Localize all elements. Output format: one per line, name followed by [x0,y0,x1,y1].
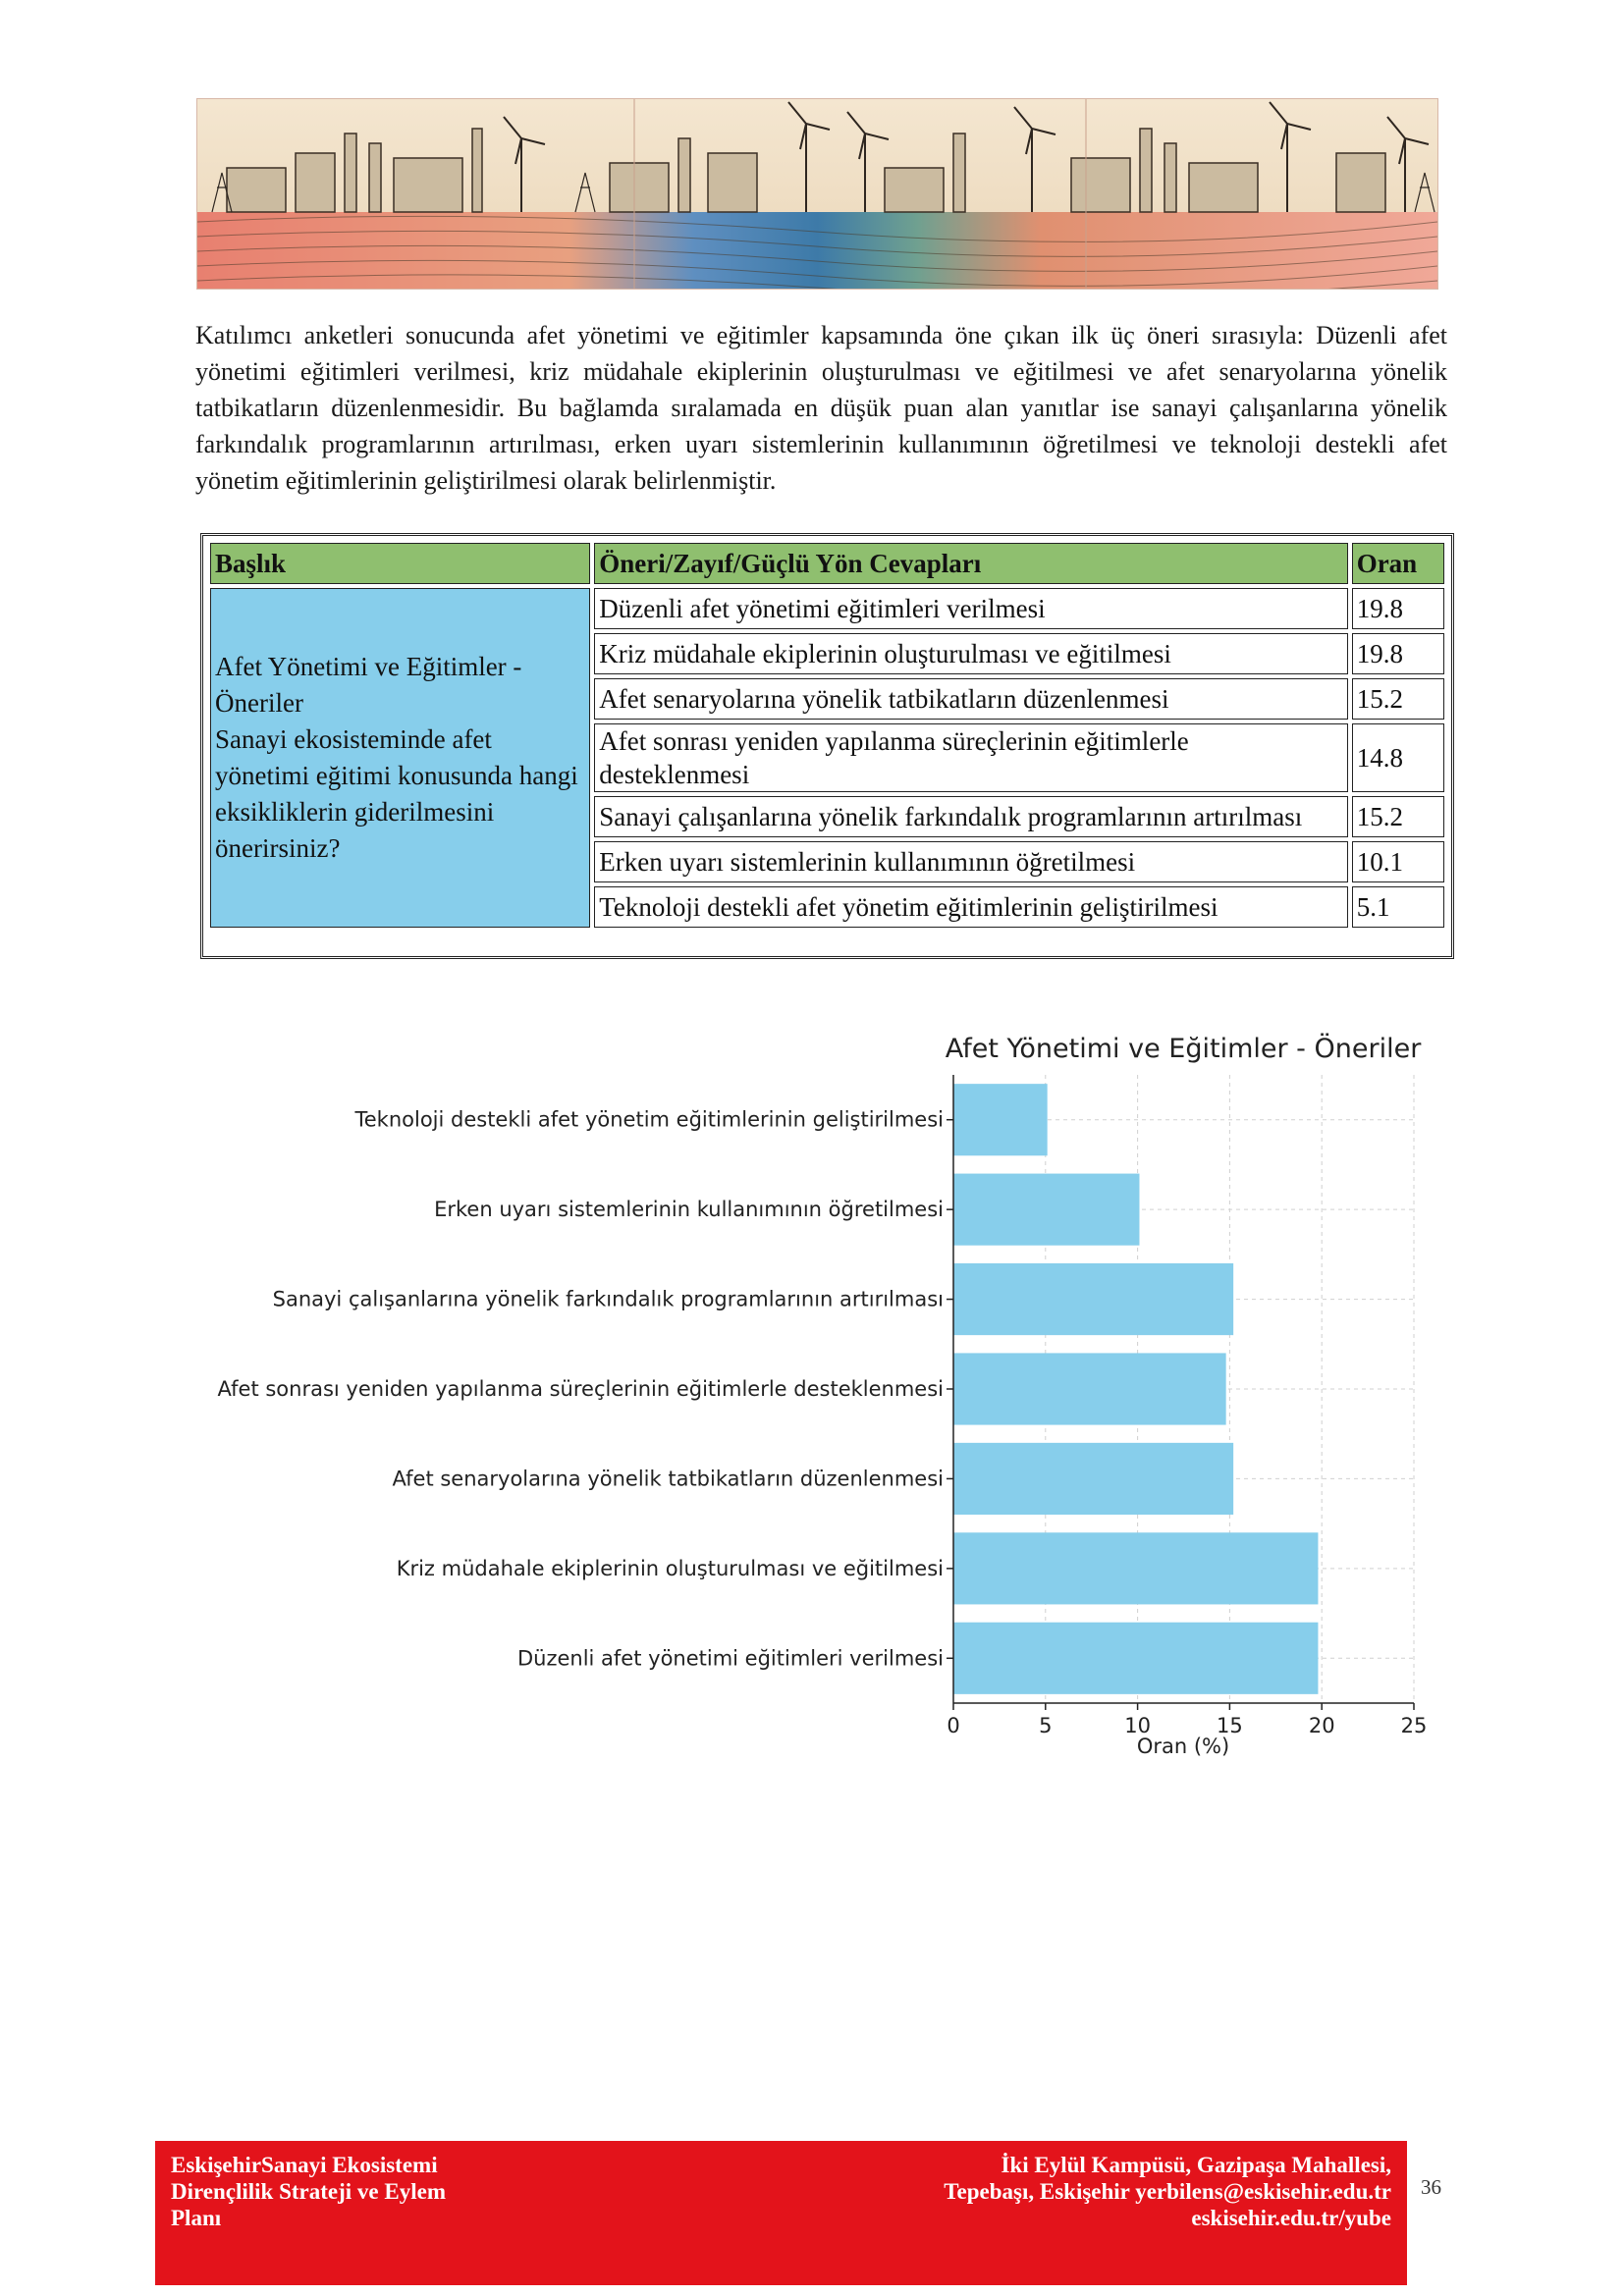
category-label: Afet senaryolarına yönelik tatbikatların düzenlenmesi [392,1467,944,1491]
bar [953,1623,1318,1694]
answer-cell: Teknoloji destekli afet yönetim eğitimlerinin geliştirilmesi [594,886,1347,928]
x-tick-label: 5 [1039,1714,1053,1737]
footer-website: eskisehir.edu.tr/yube [1191,2206,1391,2230]
x-tick-label: 15 [1217,1714,1243,1737]
x-tick-label: 25 [1400,1714,1428,1737]
intro-paragraph: Katılımcı anketleri sonucunda afet yönetimi ve eğitimler kapsamında öne çıkan ilk üç öneri sırasıyla: Düzenli afet yönetimi eğitimleri verilmesi, kriz müdahale ekiplerinin oluşturulması ve eğitilmesi ve afet senaryolarına yönelik tatbikatların düzenlenmesidir. Bu bağlamda sıralamada en düşük puan alan yanıtlar ise sanayi çalışanlarına yönelik farkındalık programlarının artırılması, erken uyarı sistemlerinin kullanımının öğretilmesi ve teknoloji destekli afet yönetim eğitimlerinin geliştirilmesi olarak belirlenmiştir. [195,321,1447,495]
header-answers: Öneri/Zayıf/Güçlü Yön Cevapları [594,543,1347,584]
category-label: Düzenli afet yönetimi eğitimleri verilmesi [516,1646,944,1671]
bar [953,1443,1233,1515]
chart-title: Afet Yönetimi ve Eğitimler - Öneriler [945,1034,1422,1064]
topic-cell [210,588,590,928]
table-header-row [210,543,1444,584]
chart-x-axis-label: Oran (%) [1136,1735,1230,1758]
footer-address-line: Tepebaşı, Eskişehir yerbilens@eskisehir.edu.tr [944,2179,1391,2204]
page-footer [155,2141,1407,2285]
table-row [210,588,1444,629]
footer-left-line: EskişehirSanayi Ekosistemi [171,2153,438,2177]
rate-cell: 19.8 [1352,633,1444,674]
bar [953,1353,1226,1424]
chart-x-ticks [947,1703,1427,1737]
answer-cell: Afet senaryolarına yönelik tatbikatların düzenlenmesi [594,678,1347,720]
footer-contact [841,2152,1391,2231]
topic-title: Afet Yönetimi ve Eğitimler - Öneriler [215,652,522,718]
header-illustration [196,98,1438,290]
rate-cell: 5.1 [1352,886,1444,928]
answer-cell: Afet sonrası yeniden yapılanma süreçlerinin eğitimlerle desteklenmesi [594,723,1347,792]
answer-cell: Düzenli afet yönetimi eğitimleri verilmesi [594,588,1347,629]
rate-cell: 10.1 [1352,841,1444,882]
rate-cell: 15.2 [1352,678,1444,720]
page-number: 36 [1421,2175,1441,2199]
x-tick-label: 20 [1308,1714,1335,1737]
category-label: Afet sonrası yeniden yapılanma süreçlerinin eğitimlerle desteklenmesi [217,1377,944,1401]
header-topic: Başlık [210,543,590,584]
footer-left-line: Planı [171,2206,222,2230]
answer-cell: Erken uyarı sistemlerinin kullanımının öğretilmesi [594,841,1347,882]
bar [953,1532,1318,1604]
bar [953,1084,1048,1155]
category-label: Kriz müdahale ekiplerinin oluşturulması ve eğitilmesi [396,1556,944,1580]
bar-chart [187,1026,1463,1772]
x-tick-label: 10 [1124,1714,1151,1737]
rate-cell: 19.8 [1352,588,1444,629]
category-label: Teknoloji destekli afet yönetim eğitimlerinin geliştirilmesi [354,1107,944,1132]
answer-cell: Kriz müdahale ekiplerinin oluşturulması ve eğitilmesi [594,633,1347,674]
footer-plan-title [171,2152,495,2231]
footer-left-line: Dirençlilik Strateji ve Eylem [171,2179,446,2204]
footer-address-line: İki Eylül Kampüsü, Gazipaşa Mahallesi, [1001,2153,1391,2177]
bar [953,1263,1233,1335]
chart-category-labels [218,1108,953,1671]
topic-question: Sanayi ekosisteminde afet yönetimi eğitimi konusunda hangi eksikliklerin giderilmesini önerirsiniz? [215,724,578,863]
rate-cell: 15.2 [1352,796,1444,837]
survey-table-frame [200,533,1454,959]
x-tick-label: 0 [947,1714,960,1737]
answer-cell: Sanayi çalışanlarına yönelik farkındalık programlarının artırılması [594,796,1347,837]
category-label: Sanayi çalışanlarına yönelik farkındalık programlarının artırılması [272,1287,944,1311]
header-rate: Oran [1352,543,1444,584]
rate-cell: 14.8 [1352,723,1444,792]
category-label: Erken uyarı sistemlerinin kullanımının öğretilmesi [434,1198,944,1222]
survey-table [206,539,1448,932]
bar [953,1174,1139,1246]
